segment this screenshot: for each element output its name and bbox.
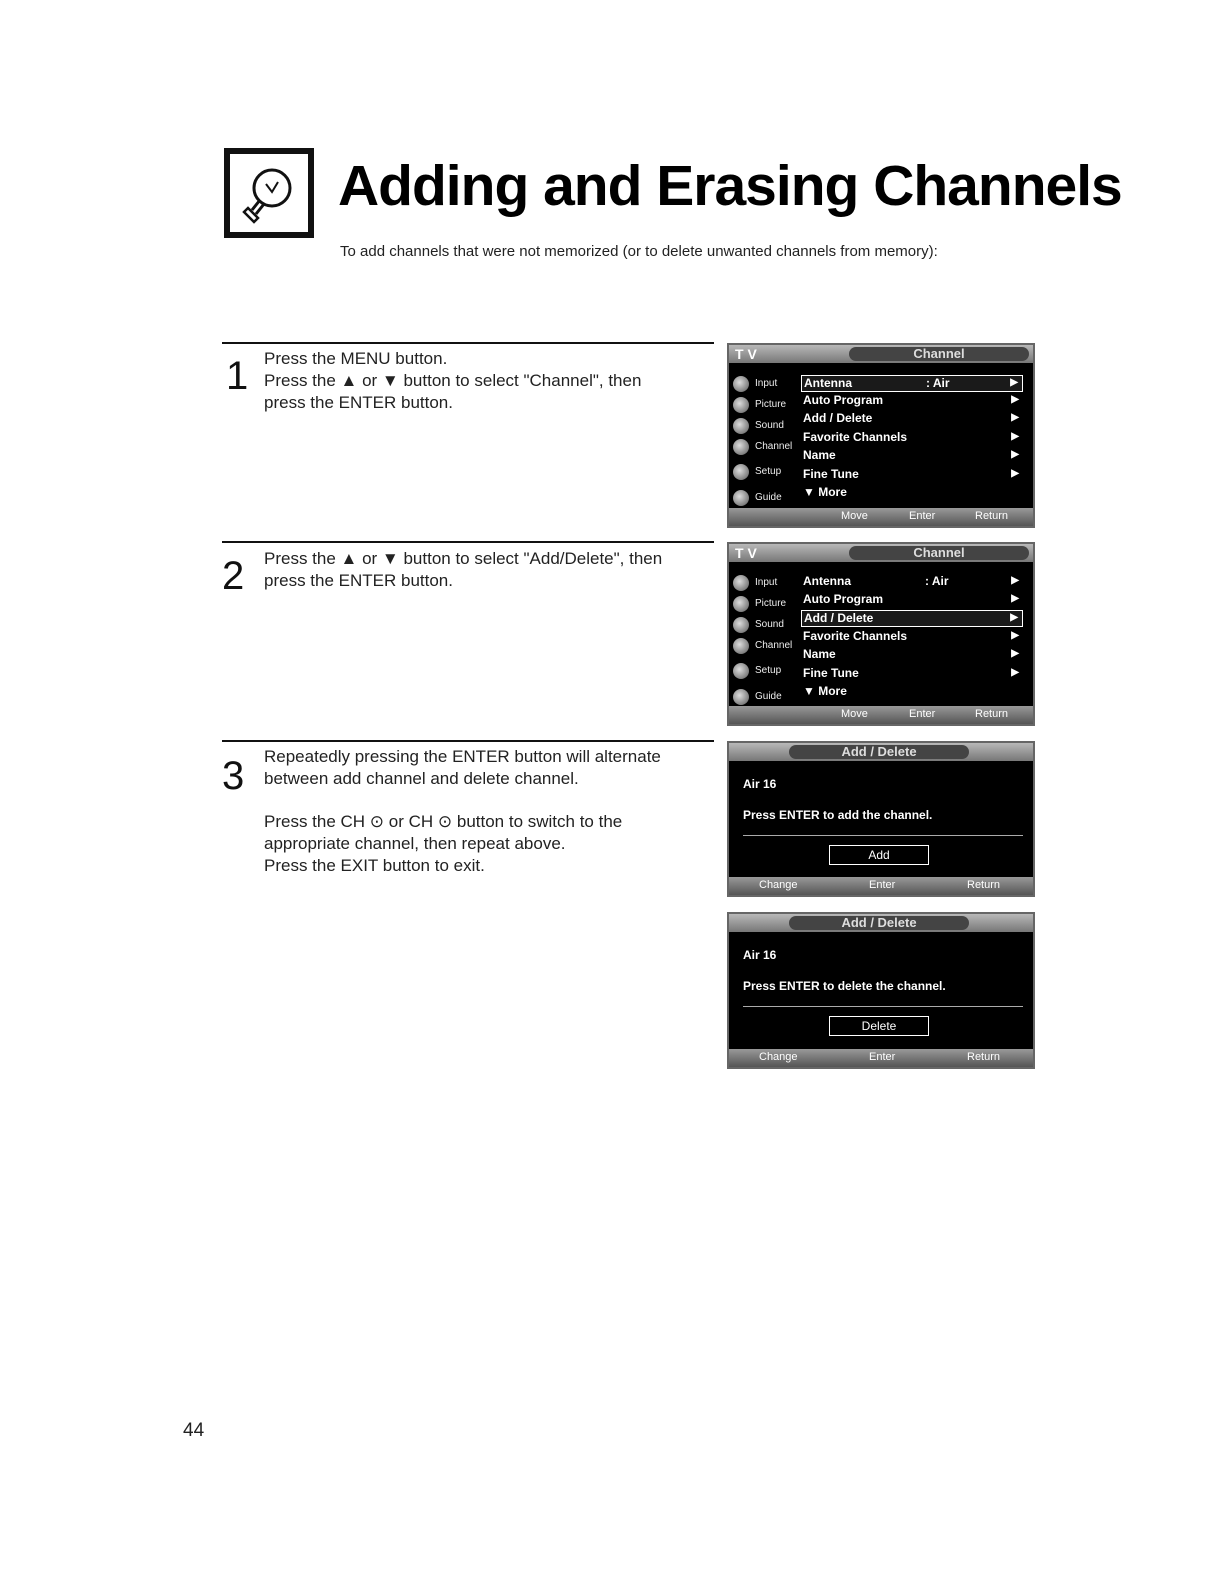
setup-icon [733, 663, 749, 679]
osd-side-channel: Channel [733, 637, 795, 655]
osd-menu-item-add-delete: Add / Delete ▶ [803, 411, 1019, 425]
osd-side-sound: Sound [733, 417, 795, 435]
osd-channel-menu-2 [727, 542, 1035, 726]
channel-icon [733, 638, 749, 654]
osd-side-sound: Sound [733, 616, 795, 634]
osd-bottom-return: Return [967, 879, 1001, 891]
sound-icon [733, 617, 749, 633]
osd-side-picture: Picture [733, 595, 795, 613]
arrow-right-icon: ▶ [1011, 630, 1019, 641]
osd-bottom-bar [729, 1049, 1033, 1067]
lightbulb-icon-box [224, 148, 314, 238]
osd-bottom-enter: Enter [909, 708, 936, 720]
osd-top-bar [729, 544, 1033, 562]
arrow-right-icon: ▶ [1011, 468, 1019, 479]
input-icon [733, 575, 749, 591]
arrow-right-icon: ▶ [1010, 612, 1018, 623]
osd-bottom-return: Return [967, 1051, 1001, 1063]
osd-dialog-title: Add / Delete [789, 916, 969, 930]
osd-dialog-message: Press ENTER to delete the channel. [743, 979, 946, 993]
osd-menu-item-antenna: Antenna : Air ▶ [803, 574, 1019, 588]
osd-menu-item-more: ▼ More [803, 684, 847, 698]
osd-sidebar [729, 564, 797, 706]
osd-menu-item-auto-program: Auto Program ▶ [803, 393, 1019, 407]
arrow-right-icon: ▶ [1011, 412, 1019, 423]
page-subtitle: To add channels that were not memorized (or to delete unwanted channels from memory): [340, 243, 938, 260]
osd-bottom-enter: Enter [869, 879, 896, 891]
step-2-rule [222, 541, 714, 543]
setup-icon [733, 464, 749, 480]
arrow-right-icon: ▶ [1010, 377, 1018, 388]
osd-menu-item-auto-program: Auto Program ▶ [803, 592, 1019, 606]
osd-menu-item-name: Name ▶ [803, 448, 1019, 462]
osd-side-guide: Guide [733, 688, 795, 706]
osd-dialog-title: Add / Delete [789, 745, 969, 759]
step-1-number: 1 [226, 354, 249, 398]
step-3-number: 3 [222, 754, 245, 798]
channel-icon [733, 439, 749, 455]
osd-dialog-divider [743, 1006, 1023, 1007]
step-2-number: 2 [222, 554, 245, 598]
osd-mode-label: T V [735, 346, 757, 362]
osd-bottom-return: Return [975, 510, 1009, 522]
osd-menu-item-fine-tune: Fine Tune ▶ [803, 666, 1019, 680]
osd-bottom-enter: Enter [909, 510, 936, 522]
arrow-right-icon: ▶ [1011, 667, 1019, 678]
osd-bottom-enter: Enter [869, 1051, 896, 1063]
osd-dialog-message: Press ENTER to add the channel. [743, 808, 933, 822]
osd-bottom-change: Change [759, 1051, 798, 1063]
arrow-right-icon: ▶ [1011, 394, 1019, 405]
picture-icon [733, 397, 749, 413]
guide-icon [733, 689, 749, 705]
osd-side-picture: Picture [733, 396, 795, 414]
osd-add-delete-dialog-delete [727, 912, 1035, 1069]
osd-dialog-divider [743, 835, 1023, 836]
step-3-rule [222, 740, 714, 742]
osd-menu-item-favorite-channels: Favorite Channels ▶ [803, 629, 1019, 643]
osd-side-setup: Setup [733, 662, 795, 680]
delete-button: Delete [829, 1016, 929, 1036]
osd-menu-item-fine-tune: Fine Tune ▶ [803, 467, 1019, 481]
osd-bottom-bar [729, 877, 1033, 895]
arrow-right-icon: ▶ [1011, 431, 1019, 442]
step-2-text: Press the ▲ or ▼ button to select "Add/Delete", then press the ENTER button. [264, 549, 663, 590]
lightbulb-icon [238, 162, 300, 224]
osd-menu-item-more: ▼ More [803, 485, 847, 499]
osd-side-input: Input [733, 375, 795, 393]
osd-bottom-return: Return [975, 708, 1009, 720]
osd-menu-item-name: Name ▶ [803, 647, 1019, 661]
osd-top-bar [729, 743, 1033, 761]
osd-side-input: Input [733, 574, 795, 592]
picture-icon [733, 596, 749, 612]
arrow-right-icon: ▶ [1011, 575, 1019, 586]
guide-icon [733, 490, 749, 506]
osd-top-bar [729, 914, 1033, 932]
osd-mode-label: T V [735, 545, 757, 561]
osd-channel-menu-1 [727, 343, 1035, 528]
osd-bottom-bar [729, 706, 1033, 724]
osd-bottom-change: Change [759, 879, 798, 891]
page-title: Adding and Erasing Channels [338, 154, 1122, 218]
osd-dialog-channel: Air 16 [743, 948, 777, 962]
osd-menu-item-add-delete: Add / Delete ▶ [801, 610, 1023, 627]
osd-bottom-bar [729, 508, 1033, 526]
osd-sidebar [729, 365, 797, 508]
osd-side-channel: Channel [733, 438, 795, 456]
osd-bottom-move: Move [841, 708, 868, 720]
osd-tab-channel: Channel [849, 546, 1029, 560]
osd-dialog-channel: Air 16 [743, 777, 777, 791]
osd-top-bar [729, 345, 1033, 363]
step-3-text-2: Press the CH ⊙ or CH ⊙ button to switch to the appropriate channel, then repeat above. Press the EXIT button to exit. [264, 812, 623, 875]
osd-side-setup: Setup [733, 463, 795, 481]
osd-tab-channel: Channel [849, 347, 1029, 361]
page-number: 44 [183, 1420, 205, 1441]
add-button: Add [829, 845, 929, 865]
arrow-right-icon: ▶ [1011, 593, 1019, 604]
arrow-right-icon: ▶ [1011, 449, 1019, 460]
arrow-right-icon: ▶ [1011, 648, 1019, 659]
osd-menu-item-favorite-channels: Favorite Channels ▶ [803, 430, 1019, 444]
osd-menu-item-antenna: Antenna : Air ▶ [801, 375, 1023, 392]
sound-icon [733, 418, 749, 434]
step-1-rule [222, 342, 714, 344]
step-1-text: Press the MENU button. Press the ▲ or ▼ button to select "Channel", then press the ENTER button. [264, 349, 642, 412]
osd-bottom-move: Move [841, 510, 868, 522]
step-3-text: Repeatedly pressing the ENTER button will alternate between add channel and delete channel. [264, 747, 661, 788]
input-icon [733, 376, 749, 392]
osd-side-guide: Guide [733, 489, 795, 507]
osd-add-delete-dialog-add [727, 741, 1035, 897]
